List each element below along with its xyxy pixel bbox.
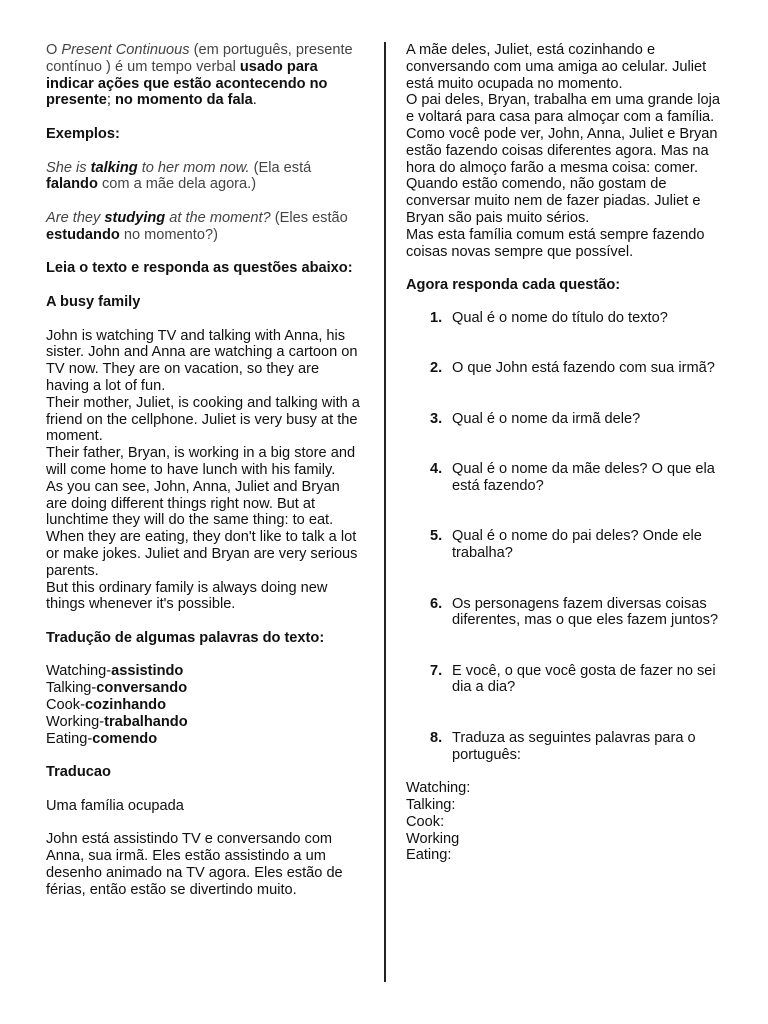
ex1-f: com a mãe dela agora.) bbox=[97, 176, 257, 193]
traducao-paragraph: A mãe deles, Juliet, está cozinhando e conversando com uma amiga ao celular. Juliet está muito ocupada no momento. bbox=[406, 42, 707, 92]
question-item bbox=[430, 360, 724, 377]
question-item bbox=[430, 310, 724, 327]
ex2-c: at the moment? bbox=[165, 209, 271, 226]
traducao-paragraph: John está assistindo TV e conversando com Anna, sua irmã. Eles estão assistindo a um desenho animado na TV agora. Eles estão de férias, então estão se divertindo muito. bbox=[46, 831, 343, 898]
question-item bbox=[430, 528, 724, 562]
question-list bbox=[430, 310, 724, 764]
translation-item bbox=[46, 680, 364, 697]
question-text: O que John está fazendo com sua irmã? bbox=[452, 360, 715, 377]
translation-pt: comendo bbox=[92, 730, 158, 747]
story-paragraph: John is watching TV and talking with Anna, his sister. John and Anna are watching a cartoon on TV now. They are on vacation, so they are having a lot of fun. bbox=[46, 327, 358, 394]
question-number: 5. bbox=[430, 528, 443, 545]
translation-item bbox=[46, 697, 364, 714]
ex2-e: estudando bbox=[46, 226, 120, 243]
ex1-a: She is bbox=[46, 159, 91, 176]
question-number: 7. bbox=[430, 662, 443, 679]
translation-heading: Tradução de algumas palavras do texto: bbox=[46, 629, 325, 646]
question-number: 3. bbox=[430, 410, 443, 427]
traducao-paragraph: O pai deles, Bryan, trabalha em uma grande loja e voltará para casa para almoçar com a família. bbox=[406, 92, 720, 126]
intro-term: Present Continuous bbox=[61, 42, 190, 58]
intro-pre: O bbox=[46, 42, 62, 58]
question-number: 6. bbox=[430, 595, 443, 612]
question-number: 8. bbox=[430, 729, 443, 746]
translation-list bbox=[46, 663, 364, 747]
intro-paragraph bbox=[46, 42, 364, 109]
questions-heading: Agora responda cada questão: bbox=[406, 277, 621, 294]
intro-definition: usado para indicar ações que estão acontecendo no presente bbox=[46, 58, 328, 109]
translation-en: Eating- bbox=[46, 730, 93, 747]
translation-pt: trabalhando bbox=[104, 713, 188, 730]
story-paragraph: But this ordinary family is always doing new things whenever it's possible. bbox=[46, 579, 328, 613]
translation-en: Working- bbox=[46, 713, 105, 730]
question-text: Qual é o nome do pai deles? Onde ele trabalha? bbox=[452, 528, 702, 562]
ex2-f: no momento?) bbox=[119, 226, 218, 243]
ex1-c: to her mom now. bbox=[137, 159, 250, 176]
translation-pt: assistindo bbox=[111, 663, 184, 680]
story-title: A busy family bbox=[46, 293, 141, 310]
vocab-item: Cook: bbox=[406, 813, 445, 830]
question-item bbox=[430, 663, 724, 697]
ex2-d: (Eles estão bbox=[270, 209, 348, 226]
vocab-item: Eating: bbox=[406, 847, 452, 864]
ex1-b: talking bbox=[90, 159, 138, 176]
vocab-item: Talking: bbox=[406, 797, 456, 814]
ex2-b: studying bbox=[104, 209, 166, 226]
translation-item bbox=[46, 663, 364, 680]
traducao-paragraph: Quando estão comendo, não gostam de conversar muito nem de fazer piadas. Juliet e Bryan são pais muito sérios. bbox=[406, 176, 701, 226]
ex1-e: falando bbox=[46, 176, 98, 193]
translation-en: Talking- bbox=[46, 680, 97, 697]
question-number: 2. bbox=[430, 360, 443, 377]
vocab-item: Working bbox=[406, 830, 460, 847]
vocab-list bbox=[406, 780, 724, 864]
question-item bbox=[430, 461, 724, 495]
traducao-heading: Traducao bbox=[46, 764, 111, 781]
question-number: 1. bbox=[430, 309, 443, 326]
example-2 bbox=[46, 210, 364, 244]
question-number: 4. bbox=[430, 461, 443, 478]
question-text: Traduza as seguintes palavras para o português: bbox=[452, 729, 696, 763]
translation-en: Cook- bbox=[46, 697, 85, 714]
translation-en: Watching- bbox=[46, 663, 112, 680]
vocab-item: Watching: bbox=[406, 780, 471, 797]
question-item bbox=[430, 596, 724, 630]
column-divider bbox=[384, 42, 386, 982]
story-paragraph: Their father, Bryan, is working in a big store and will come home to have lunch with his family. bbox=[46, 445, 356, 478]
translation-pt: cozinhando bbox=[84, 697, 167, 714]
intro-end: . bbox=[252, 92, 257, 109]
question-text: E você, o que você gosta de fazer no sei dia a dia? bbox=[452, 662, 716, 696]
read-instruction: Leia o texto e responda as questões abaixo: bbox=[46, 260, 353, 277]
example-1 bbox=[46, 160, 364, 194]
traducao-paragraph: Mas esta família comum está sempre fazendo coisas novas sempre que possível. bbox=[406, 226, 705, 260]
question-text: Qual é o nome da mãe deles? O que ela está fazendo? bbox=[452, 461, 715, 494]
examples-heading: Exemplos: bbox=[46, 125, 120, 142]
story-paragraph: As you can see, John, Anna, Juliet and Bryan are doing different things right now. But at lunchtime they will do the same thing: to eat. When they are eating, they don't like to talk a lot or make jokes. Juliet and Bryan are very serious parents. bbox=[46, 478, 358, 579]
translation-item bbox=[46, 714, 364, 731]
right-column bbox=[406, 42, 724, 864]
question-item bbox=[430, 730, 724, 764]
intro-mid: (em português, presente contínuo ) é um tempo verbal bbox=[46, 42, 353, 75]
story-paragraph: Their mother, Juliet, is cooking and talking with a friend on the cellphone. Juliet is very busy at the moment. bbox=[46, 394, 360, 445]
intro-sep: ; bbox=[106, 92, 115, 109]
traducao-paragraph: Como você pode ver, John, Anna, Juliet e Bryan estão fazendo coisas diferentes agora. Mas na hora do almoço farão a mesma coisa: comer. bbox=[406, 125, 718, 176]
question-text: Qual é o nome do título do texto? bbox=[452, 309, 668, 326]
left-column bbox=[46, 42, 364, 899]
question-text: Os personagens fazem diversas coisas diferentes, mas o que eles fazem juntos? bbox=[452, 595, 719, 629]
intro-definition-2: no momento da fala bbox=[114, 92, 253, 109]
question-text: Qual é o nome da irmã dele? bbox=[452, 410, 641, 427]
traducao-title: Uma família ocupada bbox=[46, 797, 184, 814]
translation-item bbox=[46, 731, 364, 748]
translation-pt: conversando bbox=[96, 680, 188, 697]
ex1-d: (Ela está bbox=[249, 159, 312, 176]
traducao-continued bbox=[406, 42, 724, 260]
ex2-a: Are they bbox=[46, 209, 105, 226]
story-text bbox=[46, 328, 364, 614]
question-item bbox=[430, 411, 724, 428]
